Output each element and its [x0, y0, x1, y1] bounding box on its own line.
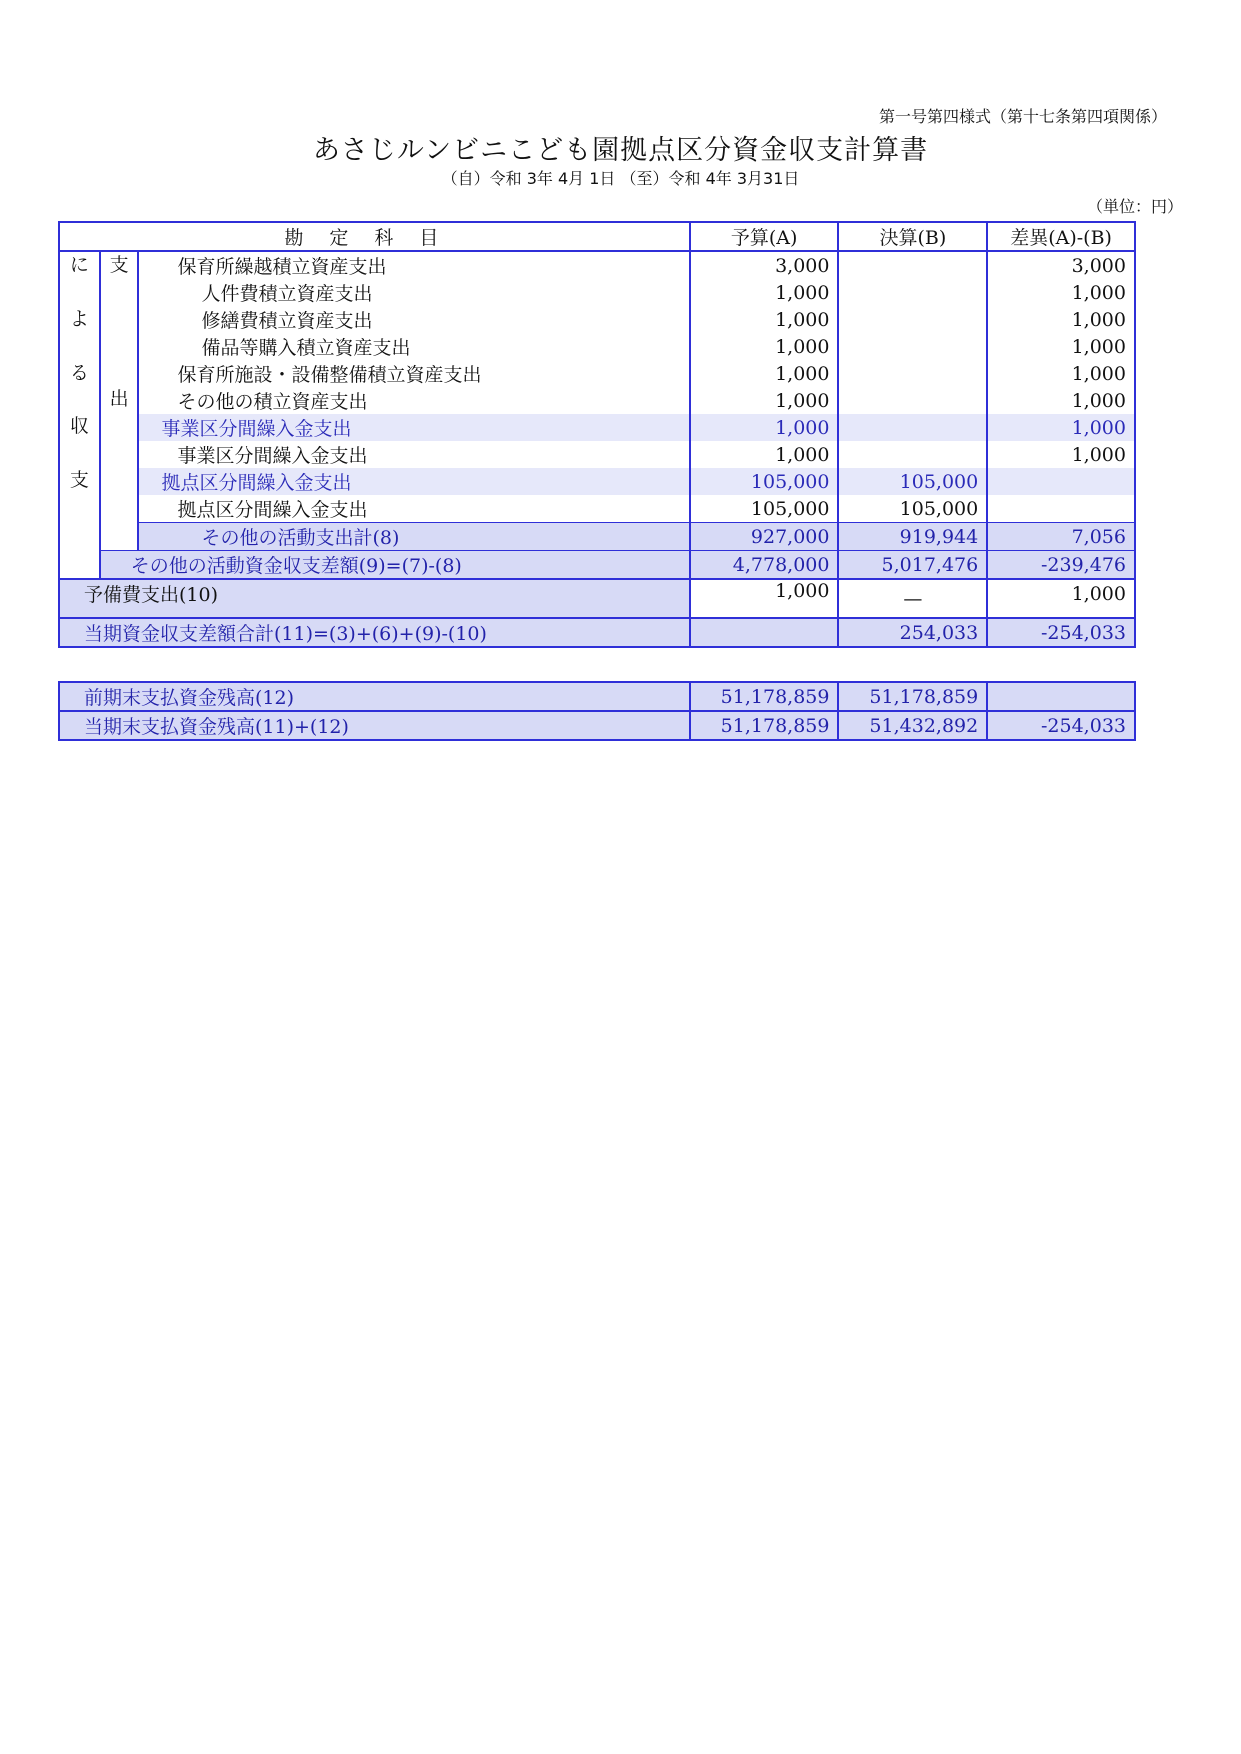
period-total-actual: 254,033	[838, 618, 987, 647]
period-total-row	[59, 618, 1135, 647]
side-label-outer	[59, 251, 100, 579]
side-char: る	[69, 361, 89, 384]
row-actual	[838, 333, 987, 360]
row-label: 修繕費積立資産支出	[138, 306, 689, 333]
table-row	[59, 306, 1135, 333]
table-row	[59, 711, 1135, 740]
row-budget: 105,000	[690, 468, 839, 495]
side-char: よ	[69, 307, 89, 330]
row-label: 拠点区分間繰入金支出	[138, 468, 689, 495]
balance-budget: 4,778,000	[690, 551, 839, 580]
row-budget: 1,000	[690, 333, 839, 360]
period-total-budget	[690, 618, 839, 647]
header-budget: 予算(A)	[690, 222, 839, 251]
row-label: 保育所繰越積立資産支出	[138, 251, 689, 279]
row-diff	[987, 495, 1135, 523]
table-row	[59, 251, 1135, 279]
row-diff: 1,000	[987, 306, 1135, 333]
row-label: 拠点区分間繰入金支出	[138, 495, 689, 523]
balance-diff: -239,476	[987, 551, 1135, 580]
row-actual: 105,000	[838, 495, 987, 523]
side-char: 出	[109, 388, 129, 410]
fund-balance-table	[58, 681, 1136, 741]
fiscal-period: （自）令和 3年 4月 1日 （至）令和 4年 3月31日	[441, 169, 800, 188]
period-total-diff: -254,033	[987, 618, 1135, 647]
row-actual	[838, 306, 987, 333]
row-actual: 105,000	[838, 468, 987, 495]
row-diff: 1,000	[987, 279, 1135, 306]
header-subject: 勘定科目	[59, 222, 690, 251]
reserve-actual: —	[838, 579, 987, 618]
row-budget: 105,000	[690, 495, 839, 523]
balance-row	[59, 551, 1135, 580]
balance-label: その他の活動資金収支差額(9)=(7)-(8)	[100, 551, 690, 580]
row-budget: 1,000	[690, 414, 839, 441]
row-actual	[838, 387, 987, 414]
reserve-row	[59, 579, 1135, 618]
row-budget: 1,000	[690, 441, 839, 468]
row-actual	[838, 279, 987, 306]
row-label: 保育所施設・設備整備積立資産支出	[138, 360, 689, 387]
row-budget: 1,000	[690, 360, 839, 387]
row-diff: 1,000	[987, 387, 1135, 414]
row-diff: 3,000	[987, 251, 1135, 279]
side-label-inner	[100, 251, 139, 551]
period-total-label: 当期資金収支差額合計(11)=(3)+(6)+(9)-(10)	[59, 618, 690, 647]
table-row	[59, 333, 1135, 360]
side-char: に	[69, 254, 89, 276]
table-row	[59, 682, 1135, 711]
carry-diff: -254,033	[987, 711, 1135, 740]
row-budget: 1,000	[690, 387, 839, 414]
carry-diff	[987, 682, 1135, 711]
balance-actual: 5,017,476	[838, 551, 987, 580]
carry-label: 前期末支払資金残高(12)	[59, 682, 690, 711]
row-actual	[838, 360, 987, 387]
row-actual	[838, 414, 987, 441]
table-row	[59, 360, 1135, 387]
subtotal-budget: 927,000	[690, 523, 839, 551]
subtotal-diff: 7,056	[987, 523, 1135, 551]
row-diff: 1,000	[987, 414, 1135, 441]
table-row-highlight	[59, 414, 1135, 441]
table-row	[59, 495, 1135, 523]
row-budget: 3,000	[690, 251, 839, 279]
reserve-diff: 1,000	[987, 579, 1135, 618]
side-char: 支	[109, 254, 129, 276]
table-row	[59, 441, 1135, 468]
table-row-highlight	[59, 468, 1135, 495]
row-label: その他の積立資産支出	[138, 387, 689, 414]
row-label: 人件費積立資産支出	[138, 279, 689, 306]
form-code: 第一号第四様式（第十七条第四項関係）	[878, 107, 1167, 126]
cash-flow-table	[58, 221, 1136, 648]
carry-actual: 51,178,859	[838, 682, 987, 711]
reserve-label: 予備費支出(10)	[59, 579, 690, 618]
row-actual	[838, 441, 987, 468]
carry-budget: 51,178,859	[690, 711, 839, 740]
carry-label: 当期末支払資金残高(11)+(12)	[59, 711, 690, 740]
row-label: 事業区分間繰入金支出	[138, 441, 689, 468]
document-title: あさじルンビニこども園拠点区分資金収支計算書	[312, 135, 929, 166]
currency-unit: （単位：円）	[1086, 197, 1183, 216]
row-budget: 1,000	[690, 306, 839, 333]
row-label: 事業区分間繰入金支出	[138, 414, 689, 441]
reserve-budget: 1,000	[690, 579, 839, 618]
carry-actual: 51,432,892	[838, 711, 987, 740]
subtotal-row	[59, 523, 1135, 551]
row-actual	[838, 251, 987, 279]
row-diff	[987, 468, 1135, 495]
subtotal-label: その他の活動支出計(8)	[138, 523, 689, 551]
row-budget: 1,000	[690, 279, 839, 306]
subtotal-actual: 919,944	[838, 523, 987, 551]
row-diff: 1,000	[987, 360, 1135, 387]
header-actual: 決算(B)	[838, 222, 987, 251]
side-char: 収	[69, 415, 89, 438]
table-row	[59, 279, 1135, 306]
header-diff: 差異(A)-(B)	[987, 222, 1135, 251]
carry-budget: 51,178,859	[690, 682, 839, 711]
table-header	[59, 222, 1135, 251]
row-diff: 1,000	[987, 441, 1135, 468]
row-label: 備品等購入積立資産支出	[138, 333, 689, 360]
table-row	[59, 387, 1135, 414]
side-char: 支	[69, 469, 89, 492]
row-diff: 1,000	[987, 333, 1135, 360]
